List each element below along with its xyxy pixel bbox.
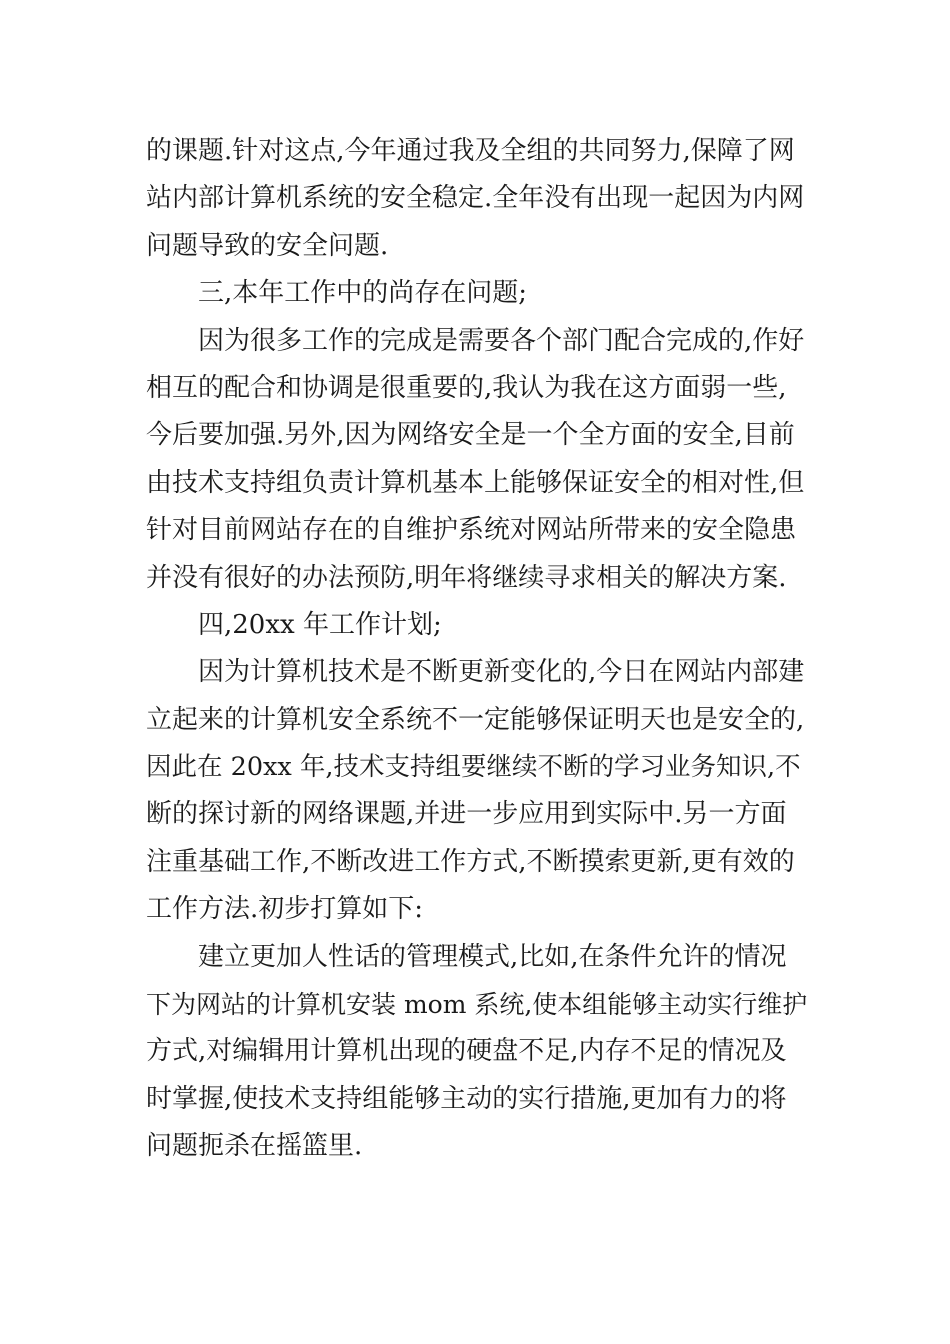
text-line: 方式,对编辑用计算机出现的硬盘不足,内存不足的情况及 [146, 1036, 787, 1067]
text-line: 因为计算机技术是不断更新变化的,今日在网站内部建 [198, 657, 805, 688]
section-heading: 三,本年工作中的尚存在问题; [198, 278, 528, 309]
text-line: 相互的配合和协调是很重要的,我认为我在这方面弱一些, [146, 372, 787, 403]
text-line: 建立更加人性话的管理模式,比如,在条件允许的情况 [198, 941, 787, 972]
text-line: 下为网站的计算机安装 mom 系统,使本组能够主动实行维护 [146, 990, 808, 1020]
text-line: 由技术支持组负责计算机基本上能够保证安全的相对性,但 [146, 467, 805, 498]
text-line: 因此在 20xx 年,技术支持组要继续不断的学习业务知识,不 [146, 752, 801, 783]
text-line: 注重基础工作,不断改进工作方式,不断摸索更新,更有效的 [146, 846, 795, 877]
text-line: 的课题.针对这点,今年通过我及全组的共同努力,保障了网 [146, 136, 795, 166]
document-body [146, 128, 810, 1171]
text-line: 工作方法.初步打算如下: [146, 894, 424, 925]
text-line: 问题扼杀在摇篮里. [146, 1131, 363, 1162]
text-line: 因为很多工作的完成是需要各个部门配合完成的,作好 [198, 325, 805, 356]
text-line: 断的探讨新的网络课题,并进一步应用到实际中.另一方面 [146, 799, 787, 830]
text-line: 站内部计算机系统的安全稳定.全年没有出现一起因为内网 [146, 183, 805, 214]
text-line: 并没有很好的办法预防,明年将继续寻求相关的解决方案. [146, 562, 787, 593]
text-line: 问题导致的安全问题. [146, 230, 389, 261]
text-line: 今后要加强.另外,因为网络安全是一个全方面的安全,目前 [146, 420, 795, 451]
section-heading: 四,20xx 年工作计划; [198, 609, 442, 640]
text-line: 立起来的计算机安全系统不一定能够保证明天也是安全的, [146, 704, 805, 735]
text-line: 时掌握,使技术支持组能够主动的实行措施,更加有力的将 [146, 1083, 787, 1114]
text-line: 针对目前网站存在的自维护系统对网站所带来的安全隐患 [146, 515, 797, 546]
